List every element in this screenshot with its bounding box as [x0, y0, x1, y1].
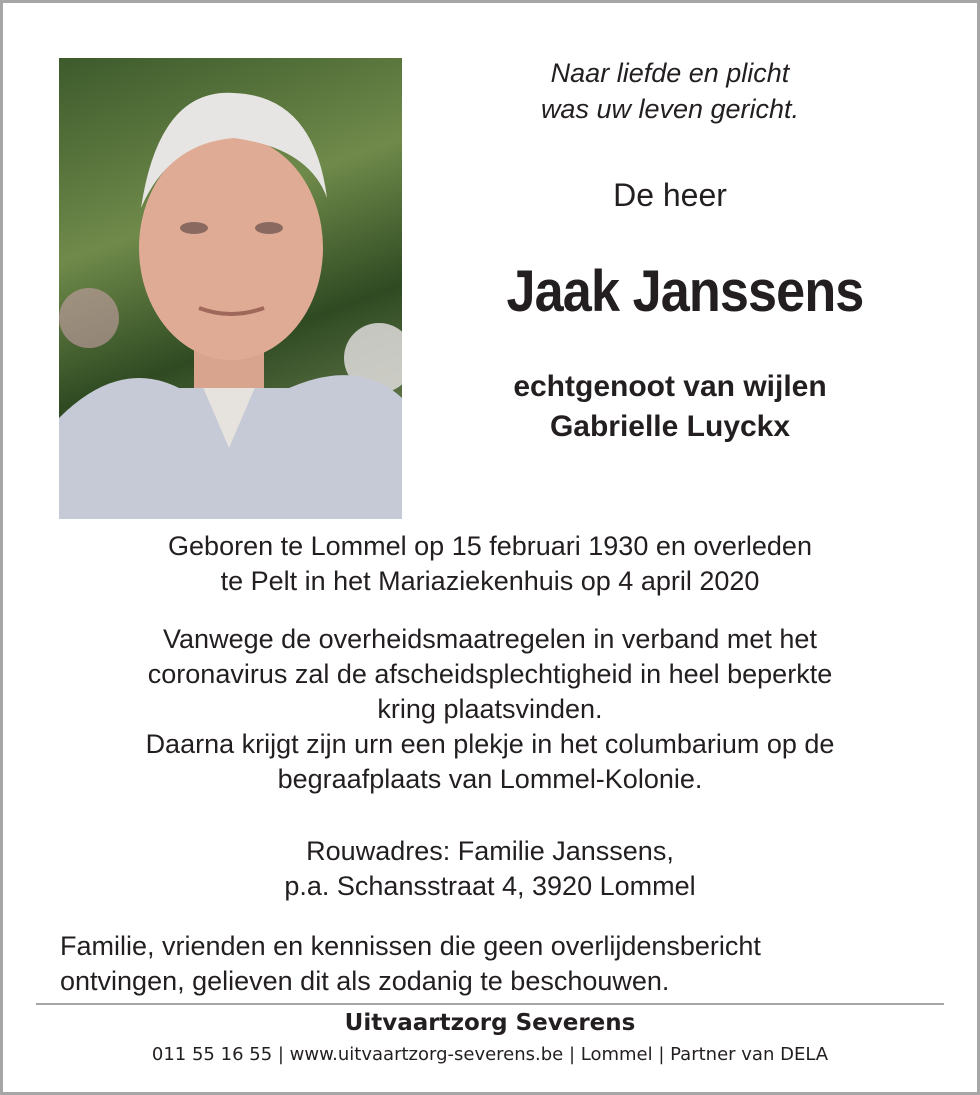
motto-line: Naar liefde en plicht: [550, 58, 790, 88]
funeral-company-name: Uitvaartzorg Severens: [344, 1010, 636, 1036]
funeral-company-contact: 011 55 16 55 | www.uitvaartzorg-severens.be | Lommel | Partner van DELA: [151, 1044, 829, 1065]
text-line: p.a. Schansstraat 4, 3920 Lommel: [284, 871, 696, 901]
divider: [36, 1003, 944, 1005]
text-line: Rouwadres: Familie Janssens,: [306, 836, 674, 866]
ceremony-info: [40, 622, 940, 797]
honorific: De heer: [613, 177, 727, 213]
text-line: begraafplaats van Lommel-Kolonie.: [277, 764, 703, 794]
deceased-name: Jaak Janssens: [506, 259, 864, 324]
motto-line: was uw leven gericht.: [540, 94, 800, 124]
text-line: Familie, vrienden en kennissen die geen overlijdensbericht: [60, 931, 761, 961]
birth-death-info: [40, 529, 940, 599]
motto: [460, 55, 880, 127]
portrait-photo: [59, 58, 402, 519]
mourning-address: [40, 834, 940, 904]
text-line: ontvingen, gelieven dit als zodanig te beschouwen.: [60, 966, 670, 996]
text-line: te Pelt in het Mariaziekenhuis op 4 april 2020: [220, 566, 760, 596]
spouse-name: Gabrielle Luyckx: [549, 410, 791, 443]
spouse-line: echtgenoot van wijlen: [513, 370, 827, 403]
spouse-info: [430, 367, 910, 447]
text-line: coronavirus zal de afscheidsplechtigheid in heel beperkte: [147, 659, 833, 689]
text-line: Geboren te Lommel op 15 februari 1930 en overleden: [168, 531, 812, 561]
text-line: Vanwege de overheidsmaatregelen in verband met het: [163, 624, 817, 654]
notice-text: [60, 929, 940, 999]
text-line: kring plaatsvinden.: [377, 694, 603, 724]
text-line: Daarna krijgt zijn urn een plekje in het columbarium op de: [145, 729, 835, 759]
